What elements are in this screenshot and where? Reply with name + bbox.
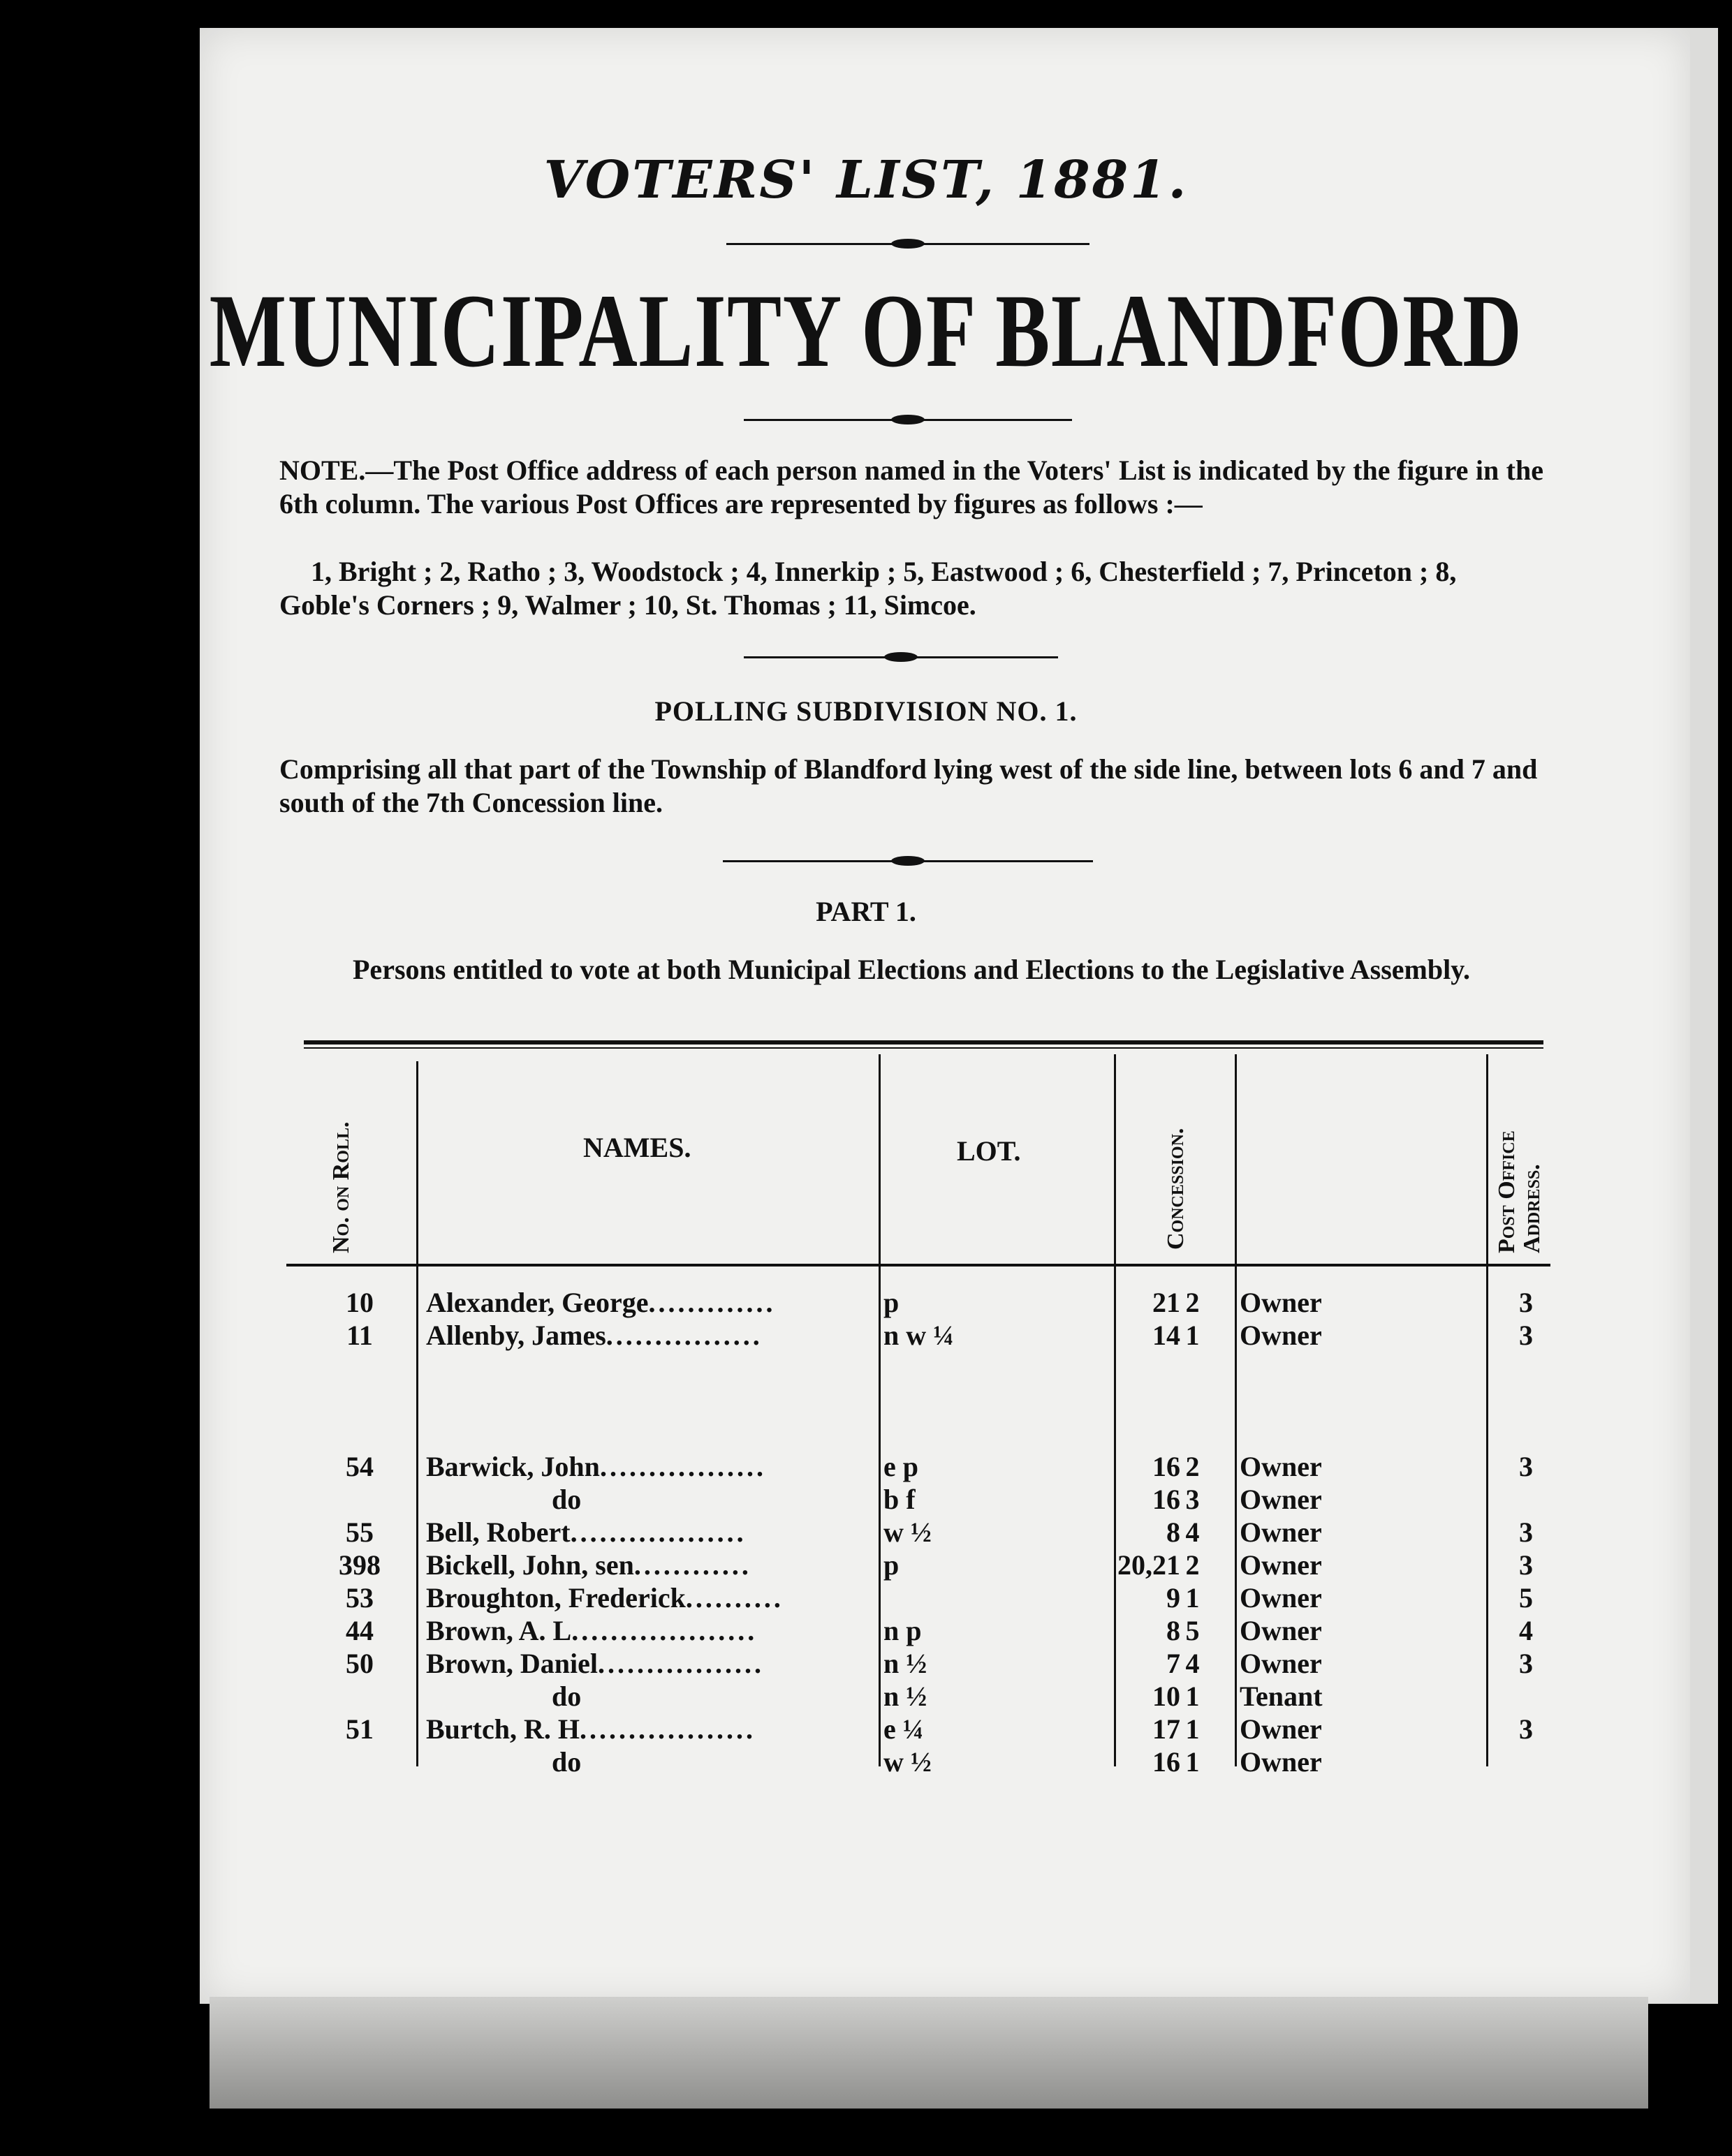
- concession-number: 3: [1185, 1484, 1200, 1515]
- voter-name: [426, 1614, 880, 1647]
- voter-name-text: Brown, Daniel: [426, 1648, 598, 1679]
- concession-number: 1: [1185, 1681, 1200, 1712]
- concession-number: 5: [1185, 1615, 1200, 1646]
- lot-number: 8: [1166, 1516, 1180, 1548]
- voter-name-text: Burtch, R. H: [426, 1713, 580, 1745]
- roll-number: 10: [346, 1287, 374, 1318]
- tenure-status: Owner: [1240, 1582, 1322, 1614]
- post-office-code: 3: [1519, 1713, 1533, 1745]
- concession-number: 1: [1185, 1746, 1200, 1778]
- voter-name-text: Allenby, James: [426, 1320, 606, 1351]
- lot-part: p: [883, 1287, 900, 1318]
- table-row: [0, 1713, 1732, 1745]
- subdivision-description: Comprising all that part of the Township of Blandford lying west of the side line, between lots 6 and 7 and south of the 7th Concession line.: [279, 753, 1538, 818]
- header-lot: LOT.: [957, 1135, 1021, 1167]
- roll-number: 44: [346, 1615, 374, 1646]
- tenure-status: Owner: [1240, 1287, 1322, 1318]
- lot-part: w ½: [883, 1746, 932, 1778]
- lot-number: 10: [1152, 1681, 1180, 1712]
- dot-leader: ................: [606, 1320, 763, 1351]
- voter-name: [426, 1319, 880, 1352]
- lot-number: 20,21: [1117, 1549, 1180, 1581]
- lot-part: n ½: [883, 1681, 927, 1712]
- header-roll: No. on Roll.: [328, 1121, 354, 1253]
- part-description: Persons entitled to vote at both Municipal Elections and Elections to the Legislative Assembly.: [353, 954, 1470, 985]
- table-row: [0, 1680, 1732, 1713]
- table-row: [0, 1483, 1732, 1516]
- tenure-status: Owner: [1240, 1615, 1322, 1646]
- header-names: NAMES.: [583, 1132, 691, 1163]
- voter-name-text: Barwick, John: [426, 1451, 600, 1482]
- post-office-list: 1, Bright ; 2, Ratho ; 3, Woodstock ; 4, Innerkip ; 5, Eastwood ; 6, Chesterfield ; 7, Princeton ; 8, Goble's Corners ; 9, Walmer ; 10, St. Thomas ; 11, Simcoe.: [279, 556, 1457, 621]
- roll-number: 11: [346, 1320, 373, 1351]
- lot-number: 21: [1152, 1287, 1180, 1318]
- post-office-code: 3: [1519, 1451, 1533, 1482]
- tenure-status: Owner: [1240, 1549, 1322, 1581]
- table-top-rule: [304, 1047, 1543, 1049]
- voter-name-text: Bell, Robert: [426, 1516, 571, 1548]
- lot-part: n p: [883, 1615, 922, 1646]
- lot-number: 9: [1166, 1582, 1180, 1614]
- tenure-status: Owner: [1240, 1648, 1322, 1679]
- lot-part: e p: [883, 1451, 918, 1482]
- concession-number: 4: [1185, 1516, 1200, 1548]
- voter-name-text: Alexander, George: [426, 1287, 649, 1318]
- voter-name: [426, 1647, 880, 1680]
- concession-number: 1: [1185, 1582, 1200, 1614]
- post-office-code: 3: [1519, 1287, 1533, 1318]
- roll-number: 398: [339, 1549, 381, 1581]
- voter-name: do: [552, 1681, 582, 1712]
- lot-part: n w ¼: [883, 1320, 955, 1351]
- lot-number: 16: [1152, 1484, 1180, 1515]
- voter-name-text: Broughton, Frederick: [426, 1582, 686, 1614]
- dot-leader: .............: [648, 1287, 776, 1318]
- table-header-rule: [286, 1264, 1550, 1267]
- lot-number: 7: [1166, 1648, 1180, 1679]
- dot-leader: ..................: [570, 1516, 747, 1548]
- post-office-code: 4: [1519, 1615, 1533, 1646]
- tenure-status: Owner: [1240, 1484, 1322, 1515]
- tenure-status: Tenant: [1240, 1681, 1323, 1712]
- table-row: [0, 1647, 1732, 1680]
- tenure-status: Owner: [1240, 1516, 1322, 1548]
- concession-number: 1: [1185, 1713, 1200, 1745]
- lot-number: 14: [1152, 1320, 1180, 1351]
- voter-name: [426, 1549, 880, 1581]
- voter-name-text: Brown, A. L: [426, 1615, 572, 1646]
- table-row: [0, 1286, 1732, 1319]
- lot-part: w ½: [883, 1516, 932, 1548]
- ornament-rule: [726, 243, 1089, 245]
- concession-number: 2: [1185, 1549, 1200, 1581]
- header-concession: Concession.: [1163, 1128, 1189, 1250]
- lot-number: 8: [1166, 1615, 1180, 1646]
- voter-name: [426, 1516, 880, 1549]
- lot-part: b f: [883, 1484, 916, 1515]
- table-top-rule: [304, 1040, 1543, 1044]
- post-office-code: 3: [1519, 1516, 1533, 1548]
- header-post-office: Post Office Address.: [1494, 1130, 1545, 1253]
- post-office-code: 5: [1519, 1582, 1533, 1614]
- post-office-code: 3: [1519, 1320, 1533, 1351]
- voter-name: [426, 1450, 880, 1483]
- table-row: [0, 1516, 1732, 1549]
- ornament-rule: [744, 419, 1072, 421]
- table-row: [0, 1450, 1732, 1483]
- concession-number: 1: [1185, 1320, 1200, 1351]
- roll-number: 55: [346, 1516, 374, 1548]
- post-office-code: 3: [1519, 1648, 1533, 1679]
- lot-part: n ½: [883, 1648, 927, 1679]
- table-row: [0, 1319, 1732, 1352]
- roll-number: 54: [346, 1451, 374, 1482]
- voter-name: [426, 1286, 880, 1319]
- ornament-rule: [723, 860, 1093, 862]
- table-row: [0, 1581, 1732, 1614]
- concession-number: 4: [1185, 1648, 1200, 1679]
- dot-leader: ..................: [580, 1713, 756, 1745]
- paper-fold: [210, 1997, 1648, 2109]
- voter-name: [426, 1713, 880, 1745]
- table-row: [0, 1614, 1732, 1647]
- list-title: VOTERS' LIST, 1881.: [543, 150, 1189, 210]
- lot-number: 16: [1152, 1746, 1180, 1778]
- part-title: PART 1.: [816, 896, 916, 927]
- table-row: [0, 1549, 1732, 1581]
- concession-number: 2: [1185, 1451, 1200, 1482]
- tenure-status: Owner: [1240, 1713, 1322, 1745]
- municipality-title: MUNICIPALITY OF BLANDFORD: [209, 273, 1523, 389]
- roll-number: 51: [346, 1713, 374, 1745]
- dot-leader: ...................: [571, 1615, 758, 1646]
- post-office-code: 3: [1519, 1549, 1533, 1581]
- dot-leader: .................: [597, 1648, 764, 1679]
- tenure-status: Owner: [1240, 1320, 1322, 1351]
- voter-name: do: [552, 1746, 582, 1778]
- dot-leader: .................: [599, 1451, 766, 1482]
- roll-number: 50: [346, 1648, 374, 1679]
- tenure-status: Owner: [1240, 1746, 1322, 1778]
- voter-name-text: Bickell, John, sen: [426, 1549, 634, 1581]
- lot-part: p: [883, 1549, 900, 1581]
- lot-number: 17: [1152, 1713, 1180, 1745]
- subdivision-title: POLLING SUBDIVISION NO. 1.: [654, 695, 1078, 727]
- voter-name: [426, 1581, 880, 1614]
- voter-name: do: [552, 1484, 582, 1515]
- lot-number: 16: [1152, 1451, 1180, 1482]
- note-paragraph: NOTE.—The Post Office address of each person named in the Voters' List is indicated by the figure in the 6th column. The various Post Offices are represented by figures as follows :—: [279, 455, 1543, 519]
- table-row: [0, 1745, 1732, 1778]
- dot-leader: ............: [633, 1549, 751, 1581]
- roll-number: 53: [346, 1582, 374, 1614]
- ornament-rule: [744, 656, 1058, 658]
- tenure-status: Owner: [1240, 1451, 1322, 1482]
- concession-number: 2: [1185, 1287, 1200, 1318]
- lot-part: e ¼: [883, 1713, 924, 1745]
- dot-leader: ..........: [685, 1582, 784, 1614]
